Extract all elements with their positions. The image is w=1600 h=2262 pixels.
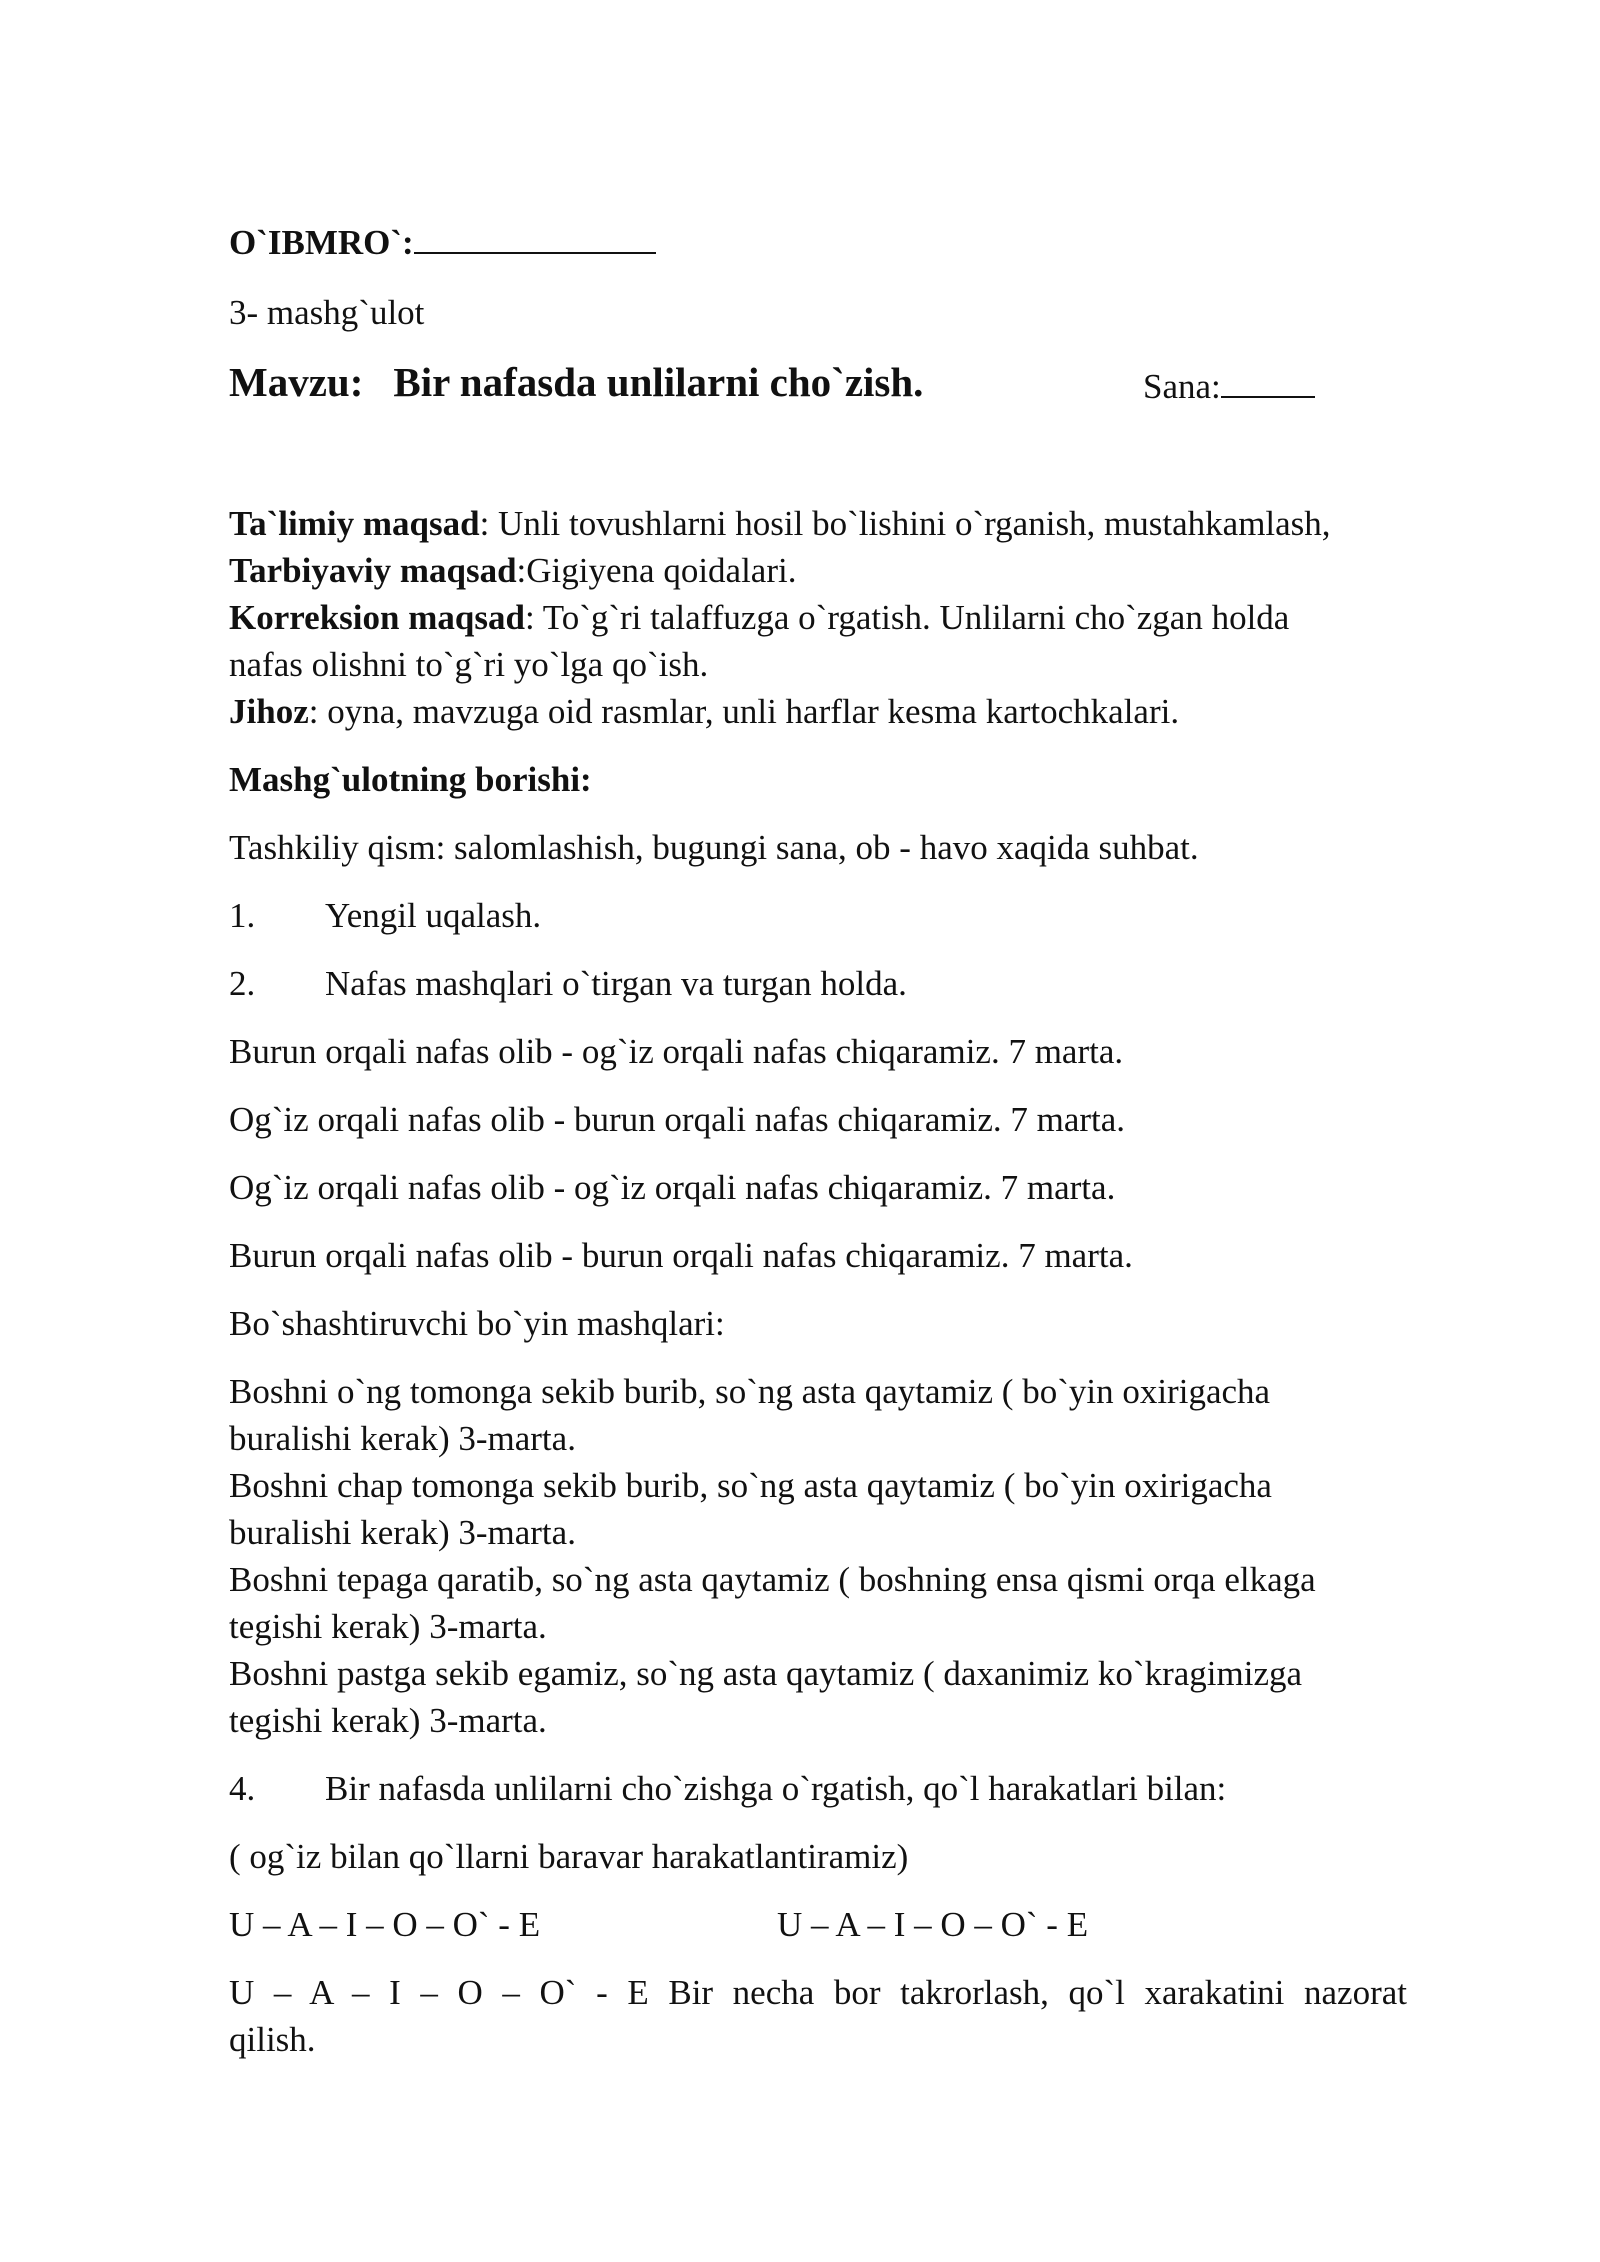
- step-1-text: Yengil uqalash.: [325, 896, 542, 935]
- topic-line: [229, 359, 924, 405]
- header-label: O`IBMRO`:: [229, 223, 414, 262]
- step-2-number: 2.: [229, 964, 256, 1003]
- lesson-heading: Mashg`ulotning borishi:: [229, 760, 592, 799]
- intro-text: Tashkiliy qism: salomlashish, bugungi sana, ob - havo xaqida suhbat.: [229, 828, 1199, 867]
- neck-heading: Bo`shashtiruvchi bo`yin mashqlari:: [229, 1304, 725, 1343]
- breath-exercise-4: Burun orqali nafas olib - burun orqali nafas chiqaramiz. 7 marta.: [229, 1236, 1133, 1275]
- repeat-text: Bir necha bor takrorlash, qo`l xarakatini nazorat: [668, 1973, 1407, 2012]
- goal-talimiy-text: : Unli tovushlarni hosil bo`lishini o`rganish, mustahkamlash,: [479, 504, 1331, 543]
- step-4: [229, 1771, 1226, 1806]
- neck-exercise-2-cont: buralishi kerak) 3-marta.: [229, 1513, 576, 1552]
- repeat-line-cont: qilish.: [229, 2020, 316, 2059]
- header-label-line: [229, 222, 656, 260]
- vowel-sequence-1: U – A – I – O – O` - E: [229, 1905, 541, 1944]
- document-page: [229, 0, 1449, 2262]
- date-label: Sana:: [1143, 367, 1221, 406]
- date-line: [1143, 368, 1315, 404]
- topic-label: Mavzu:: [229, 359, 364, 405]
- vowel-sequence-3: U – A – I – O – O` - E: [229, 1973, 649, 2012]
- hands-instruction: ( og`iz bilan qo`llarni baravar harakatlantiramiz): [229, 1837, 909, 1876]
- breath-exercise-3: Og`iz orqali nafas olib - og`iz orqali nafas chiqaramiz. 7 marta.: [229, 1168, 1116, 1207]
- equipment-label: Jihoz: [229, 692, 309, 731]
- step-4-number: 4.: [229, 1769, 256, 1808]
- step-1-number: 1.: [229, 896, 256, 935]
- neck-exercise-4: Boshni pastga sekib egamiz, so`ng asta qaytamiz ( daxanimiz ko`kragimizga: [229, 1654, 1303, 1693]
- goal-tarbiyaviy: [229, 553, 796, 588]
- date-blank: [1221, 368, 1315, 398]
- step-4-text: Bir nafasda unlilarni cho`zishga o`rgatish, qo`l harakatlari bilan:: [325, 1769, 1227, 1808]
- vowel-sequence-2: U – A – I – O – O` - E: [777, 1905, 1089, 1944]
- neck-exercise-2: Boshni chap tomonga sekib burib, so`ng asta qaytamiz ( bo`yin oxirigacha: [229, 1466, 1272, 1505]
- neck-exercise-3: Boshni tepaga qaratib, so`ng asta qaytamiz ( boshning ensa qismi orqa elkaga: [229, 1560, 1316, 1599]
- goal-korreksion-cont: nafas olishni to`g`ri yo`lga qo`ish.: [229, 645, 709, 684]
- goal-korreksion-label: Korreksion maqsad: [229, 598, 525, 637]
- goal-talimiy: [229, 506, 1331, 541]
- repeat-line: [229, 1975, 1407, 2010]
- topic-text: Bir nafasda unlilarni cho`zish.: [393, 359, 924, 405]
- goal-korreksion: [229, 600, 1289, 635]
- step-1: [229, 898, 541, 933]
- lesson-number: 3- mashg`ulot: [229, 293, 425, 332]
- neck-exercise-4-cont: tegishi kerak) 3-marta.: [229, 1701, 547, 1740]
- breath-exercise-1: Burun orqali nafas olib - og`iz orqali nafas chiqaramiz. 7 marta.: [229, 1032, 1124, 1071]
- name-blank: [414, 222, 656, 254]
- neck-exercise-1: Boshni o`ng tomonga sekib burib, so`ng asta qaytamiz ( bo`yin oxirigacha: [229, 1372, 1271, 1411]
- goal-korreksion-text: : To`g`ri talaffuzga o`rgatish. Unlilarni cho`zgan holda: [524, 598, 1290, 637]
- goal-talimiy-label: Ta`limiy maqsad: [229, 504, 480, 543]
- neck-exercise-3-cont: tegishi kerak) 3-marta.: [229, 1607, 547, 1646]
- neck-exercise-1-cont: buralishi kerak) 3-marta.: [229, 1419, 576, 1458]
- goal-tarbiyaviy-text: :Gigiyena qoidalari.: [516, 551, 797, 590]
- equipment-text: : oyna, mavzuga oid rasmlar, unli harflar kesma kartochkalari.: [308, 692, 1180, 731]
- step-2: [229, 966, 907, 1001]
- step-2-text: Nafas mashqlari o`tirgan va turgan holda.: [325, 964, 907, 1003]
- breath-exercise-2: Og`iz orqali nafas olib - burun orqali nafas chiqaramiz. 7 marta.: [229, 1100, 1126, 1139]
- goal-tarbiyaviy-label: Tarbiyaviy maqsad: [229, 551, 517, 590]
- equipment: [229, 694, 1179, 729]
